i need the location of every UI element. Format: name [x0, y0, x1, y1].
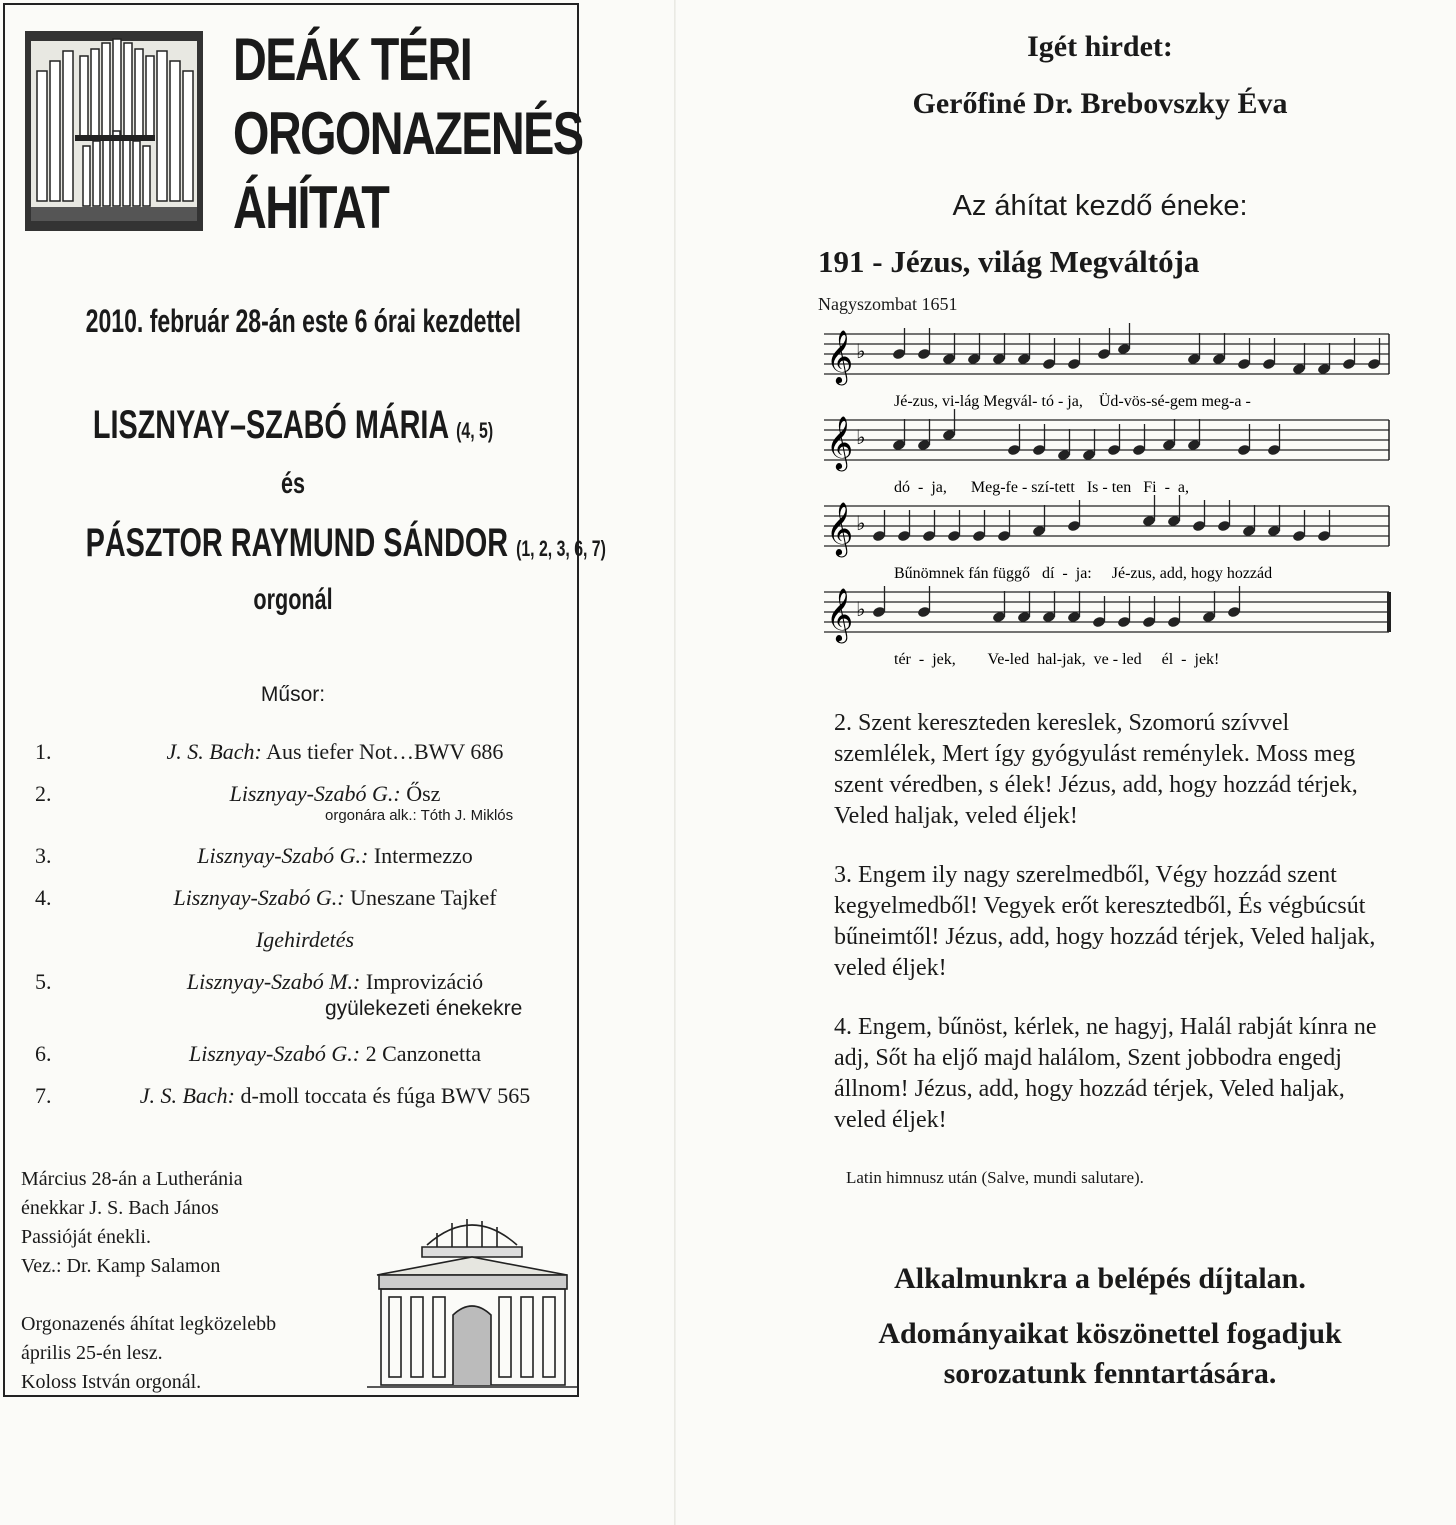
item-number: 6. — [35, 1041, 52, 1066]
lyric-line: Jé-zus, vi-lág Megvál- tó - ja, Üd-vös-sé-gem meg-a - — [894, 393, 1251, 410]
composer: Lisznyay-Szabó G.: — [197, 843, 369, 868]
composer: Lisznyay-Szabó M.: — [186, 969, 361, 994]
verse-4: 4. Engem, bűnöst, kérlek, ne hagyj, Halál rabját kínra ne adj, Sőt ha eljő majd halálom, Szent jobbodra engedj állnom! Jézus, add, hogy hozzád térjek, Veled haljak, veled éljek! — [834, 1014, 1377, 1133]
notice-line: Koloss István orgonál. — [21, 1371, 202, 1393]
donation-notice — [800, 1314, 1420, 1394]
title-line-2: ORGONAZENÉS — [233, 100, 583, 167]
program-item — [35, 965, 575, 1037]
donation-line: sorozatunk fenntartására. — [943, 1357, 1277, 1390]
item-text — [95, 1041, 575, 1067]
item-number: 3. — [35, 843, 52, 868]
hymn-source: Nagyszombat 1651 — [818, 294, 958, 314]
performer-1-numbers: (4, 5) — [456, 418, 494, 443]
notice-line: április 25-én lesz. — [21, 1342, 163, 1364]
staff — [824, 323, 1389, 410]
work: Uneszane Tajkef — [350, 885, 497, 910]
preacher-label: Igét hirdet: — [1027, 30, 1173, 63]
program-item — [35, 923, 575, 965]
notice-line: énekkar J. S. Bach János — [21, 1197, 219, 1219]
event-date: 2010. február 28-án este 6 órai kezdettel — [85, 303, 522, 339]
notice-line: Március 28-án a Lutheránia — [21, 1168, 243, 1190]
composer: J. S. Bach: — [139, 1083, 235, 1108]
program-item — [35, 881, 575, 923]
staff — [824, 586, 1389, 668]
work: Improvizáció — [365, 969, 484, 994]
item-text — [95, 885, 575, 911]
hymn-title: 191 - Jézus, világ Megváltója — [818, 244, 1200, 279]
music-score — [824, 312, 1394, 672]
lyric-line: tér - jek, Ve-led hal-jak, ve - led él - jek! — [894, 651, 1220, 668]
program-item — [35, 1079, 575, 1121]
concert-title — [233, 23, 583, 245]
title-line-3: ÁHÍTAT — [233, 174, 389, 241]
program-label: Műsor: — [260, 683, 326, 706]
right-panel — [800, 0, 1420, 1525]
composer: J. S. Bach: — [166, 739, 262, 764]
program-item — [35, 777, 575, 839]
header — [21, 23, 583, 243]
lyric-line: Bűnömnek fán függő dí - ja: Jé-zus, add, hogy hozzád — [894, 565, 1273, 582]
sermon-label: Igehirdetés — [255, 927, 355, 952]
program-item — [35, 735, 575, 777]
hymn-origin-note: Latin himnusz után (Salve, mundi salutare). — [846, 1168, 1144, 1187]
item-text — [95, 1083, 575, 1109]
left-panel — [3, 3, 606, 1397]
arranger-note: orgonára alk.: Tóth J. Miklós — [325, 807, 514, 824]
program-item — [35, 1037, 575, 1079]
work: 2 Canzonetta — [365, 1041, 482, 1066]
flat-sign-icon: ♭ — [856, 339, 866, 363]
flat-sign-icon: ♭ — [856, 425, 866, 449]
work: Intermezzo — [373, 843, 473, 868]
staff — [824, 495, 1389, 582]
title-line-1: DEÁK TÉRI — [233, 26, 472, 93]
free-entry-notice: Alkalmunkra a belépés díjtalan. — [894, 1262, 1306, 1295]
conjunction: és — [280, 467, 306, 500]
item-number: 5. — [35, 969, 52, 994]
item-text — [95, 781, 575, 807]
at-organ: orgonál — [253, 583, 333, 616]
opening-hymn-label: Az áhítat kezdő éneke: — [952, 190, 1248, 222]
treble-clef-icon: 𝄞 — [826, 587, 854, 641]
work-subtitle: gyülekezeti énekekre — [325, 997, 523, 1020]
church-building-icon — [367, 1205, 577, 1393]
item-text — [95, 739, 575, 765]
performer-1 — [86, 403, 501, 448]
performer-2-numbers: (1, 2, 3, 6, 7) — [516, 536, 606, 561]
donation-line: Adományaikat köszönettel fogadjuk — [878, 1317, 1342, 1350]
notice-line: Passióját énekli. — [21, 1226, 151, 1248]
notice-line: Orgonazenés áhítat legközelebb — [21, 1313, 277, 1335]
verse-3: 3. Engem ily nagy szerelmedből, Végy hozzád szent kegyelmedből! Vegyek erőt keresztedből, És végbúcsút bűneimtől! Jézus, add, hogy hozzád térjek, Veled haljak, veled éljek! — [834, 862, 1376, 981]
composer: Lisznyay-Szabó G.: — [229, 781, 401, 806]
work: Ősz — [406, 781, 441, 806]
composer: Lisznyay-Szabó G.: — [188, 1041, 361, 1066]
program-list — [35, 735, 575, 1121]
treble-clef-icon: 𝄞 — [826, 415, 854, 469]
staff — [824, 409, 1389, 496]
hymn-verses — [834, 708, 1394, 1164]
item-text — [95, 843, 575, 869]
item-text — [95, 969, 575, 995]
upcoming-passion-notice — [21, 1165, 361, 1281]
item-number: 1. — [35, 739, 52, 764]
organ-pipes-icon — [25, 31, 203, 231]
work: d-moll toccata és fúga BWV 565 — [240, 1083, 531, 1108]
fold-line — [674, 0, 676, 1525]
item-number: 7. — [35, 1083, 52, 1108]
treble-clef-icon: 𝄞 — [826, 501, 854, 555]
treble-clef-icon: 𝄞 — [826, 329, 854, 383]
notice-line: Vez.: Dr. Kamp Salamon — [21, 1255, 221, 1277]
item-number: 2. — [35, 781, 52, 806]
composer: Lisznyay-Szabó G.: — [173, 885, 345, 910]
program-item — [35, 839, 575, 881]
item-number: 4. — [35, 885, 52, 910]
performer-2-name: PÁSZTOR RAYMUND SÁNDOR — [85, 521, 509, 565]
preacher-name: Gerőfiné Dr. Brebovszky Éva — [912, 87, 1288, 120]
flat-sign-icon: ♭ — [856, 511, 866, 535]
flat-sign-icon: ♭ — [856, 597, 866, 621]
work: Aus tiefer Not…BWV 686 — [266, 739, 504, 764]
next-concert-notice — [21, 1310, 361, 1397]
performer-1-name: LISZNYAY–SZABÓ MÁRIA — [92, 403, 449, 447]
lyric-line: dó - ja, Meg-fe - szí-tett Is - ten Fi - a, — [894, 479, 1190, 496]
verse-2: 2. Szent kereszteden kereslek, Szomorú szívvel szemlélek, Mert így gyógyulást reménylek. Moss meg szent véredben, s élek! Jézus, add, hogy hozzád térjek, Veled haljak, veled éljek! — [834, 710, 1358, 829]
performer-2 — [85, 521, 606, 566]
